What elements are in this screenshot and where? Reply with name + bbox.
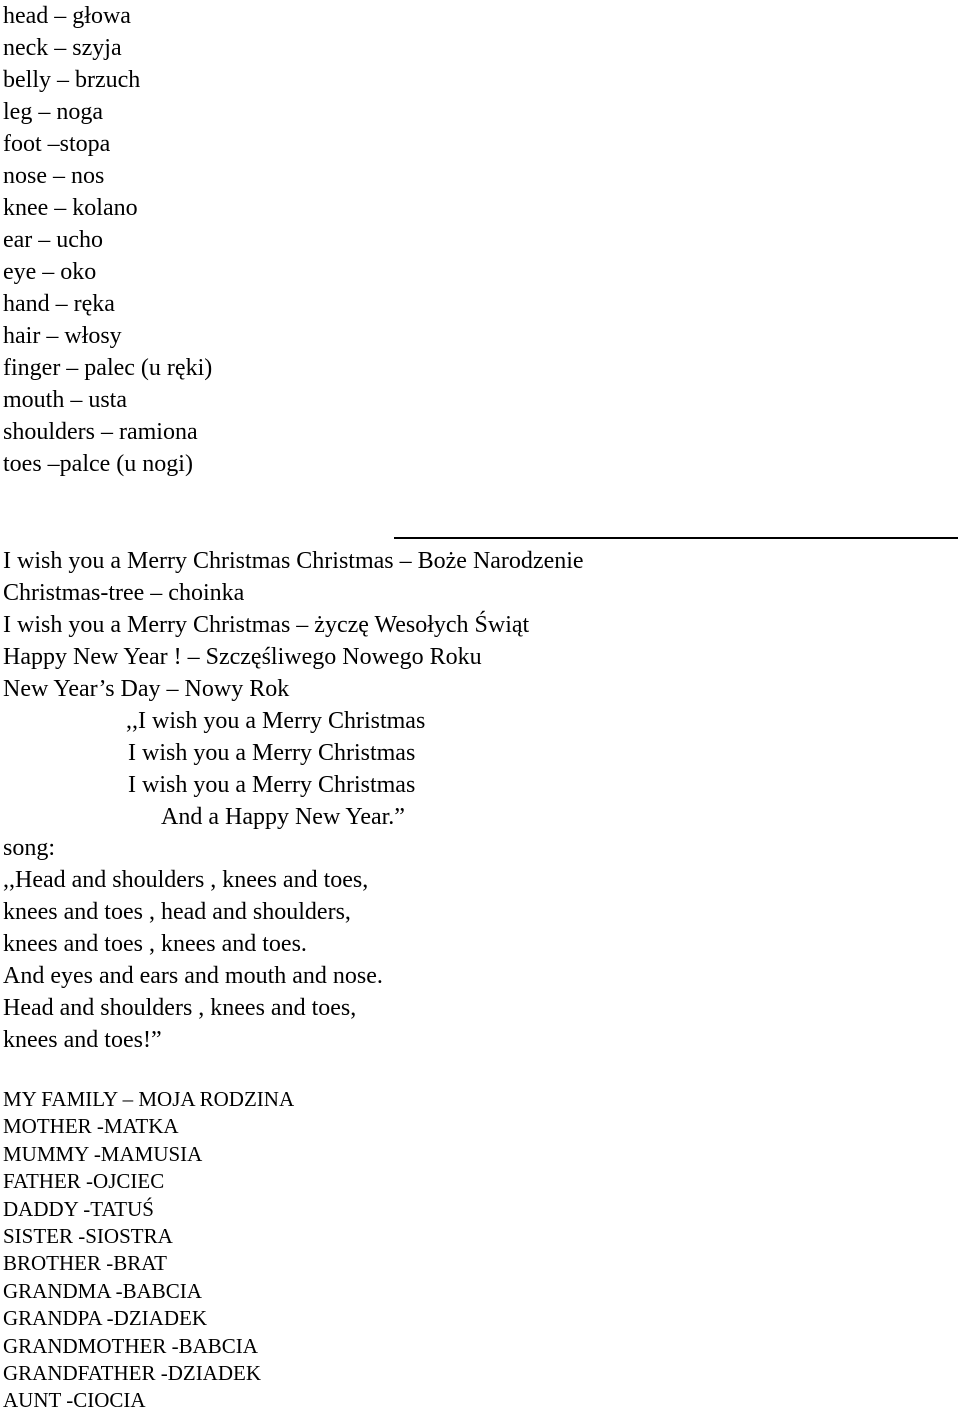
christmas-line: Christmas-tree – choinka [3, 580, 245, 606]
family-item: SISTER -SIOSTRA [3, 1223, 173, 1248]
body-parts-vocabulary [3, 0, 957, 480]
section-divider [394, 537, 958, 539]
vocab-line-shoulders: shoulders – ramiona [3, 419, 198, 445]
family-item: BROTHER -BRAT [3, 1251, 167, 1276]
vocab-line-nose: nose – nos [3, 163, 105, 189]
family-title: MY FAMILY – MOJA RODZINA [3, 1087, 295, 1111]
christmas-verse-line: I wish you a Merry Christmas [128, 740, 416, 766]
vocab-line-mouth: mouth – usta [3, 387, 127, 413]
vocab-line-head: head – głowa [3, 3, 131, 29]
song-line: Head and shoulders , knees and toes, [3, 995, 357, 1021]
christmas-section [3, 545, 957, 833]
vocab-line-neck: neck – szyja [3, 35, 122, 61]
song-label: song: [3, 835, 56, 861]
christmas-verse-line: I wish you a Merry Christmas [128, 772, 416, 798]
song-section [3, 832, 957, 1056]
vocab-line-belly: belly – brzuch [3, 67, 141, 93]
vocab-line-hand: hand – ręka [3, 291, 115, 317]
family-item: AUNT -CIOCIA [3, 1388, 146, 1413]
song-line: knees and toes , head and shoulders, [3, 899, 351, 925]
christmas-line: Happy New Year ! – Szczęśliwego Nowego Roku [3, 644, 482, 670]
vocab-line-foot: foot –stopa [3, 131, 111, 157]
vocab-line-hair: hair – włosy [3, 323, 122, 349]
family-item: GRANDFATHER -DZIADEK [3, 1360, 262, 1385]
family-item: MUMMY -MAMUSIA [3, 1141, 203, 1166]
family-section [3, 1086, 957, 1415]
christmas-line: New Year’s Day – Nowy Rok [3, 676, 290, 702]
family-item: GRANDMOTHER -BABCIA [3, 1333, 258, 1358]
christmas-verse-line: And a Happy New Year.” [161, 804, 405, 830]
vocab-line-leg: leg – noga [3, 99, 103, 125]
vocab-line-knee: knee – kolano [3, 195, 138, 221]
christmas-line: I wish you a Merry Christmas – życzę Wesołych Świąt [3, 612, 530, 638]
family-item: FATHER -OJCIEC [3, 1169, 165, 1194]
vocab-line-ear: ear – ucho [3, 227, 103, 253]
christmas-verse-line: ,,I wish you a Merry Christmas [126, 708, 426, 734]
song-line: ,,Head and shoulders , knees and toes, [3, 867, 369, 893]
christmas-line: I wish you a Merry Christmas Christmas – Boże Narodzenie [3, 548, 584, 574]
family-item: GRANDPA -DZIADEK [3, 1306, 207, 1331]
family-item: GRANDMA -BABCIA [3, 1278, 202, 1303]
family-item: DADDY -TATUŚ [3, 1196, 154, 1221]
vocab-line-finger: finger – palec (u ręki) [3, 355, 213, 381]
song-line: And eyes and ears and mouth and nose. [3, 963, 383, 989]
vocab-line-eye: eye – oko [3, 259, 97, 285]
vocab-line-toes: toes –palce (u nogi) [3, 451, 193, 477]
song-line: knees and toes , knees and toes. [3, 931, 307, 957]
family-item: MOTHER -MATKA [3, 1114, 179, 1139]
song-line: knees and toes!” [3, 1027, 162, 1053]
